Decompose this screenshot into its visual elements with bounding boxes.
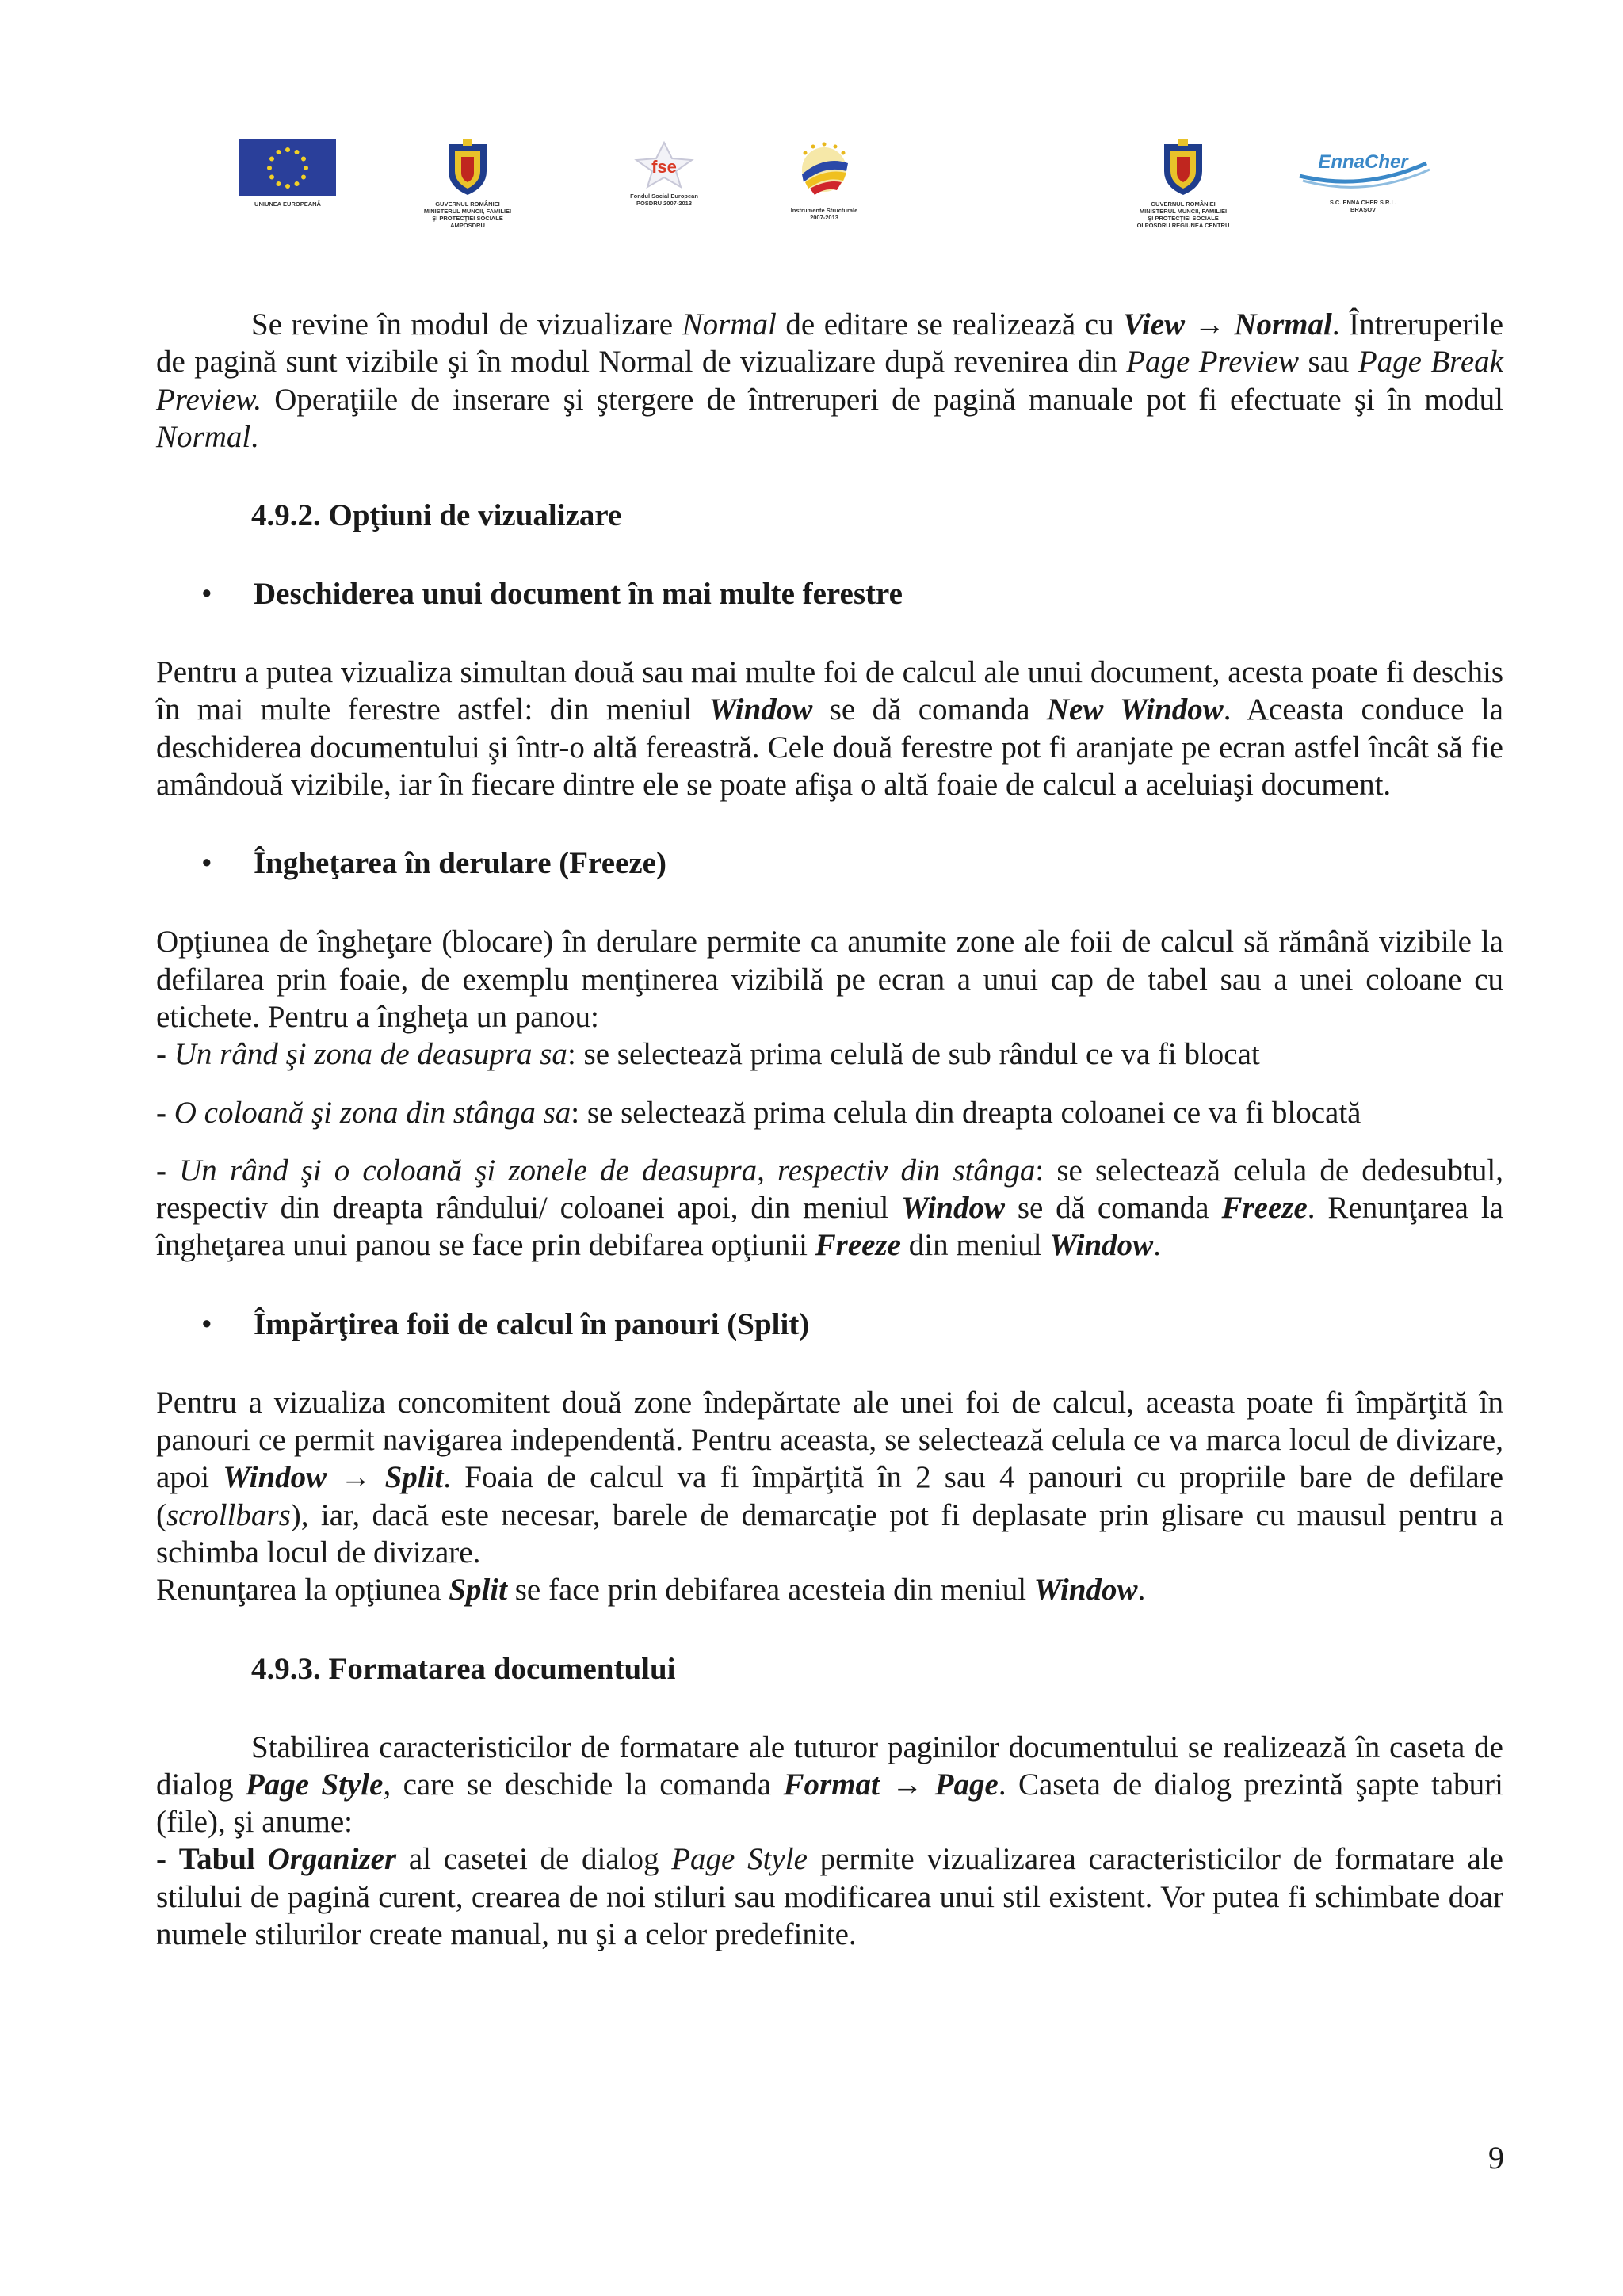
bullet-icon: • <box>201 577 212 612</box>
text-italic: Normal <box>682 307 777 341</box>
text: Se revine în modul de vizualizare <box>251 307 682 341</box>
text: . Întreruperile de pagină sunt vizibile şi în modul Normal de vizualizare după revenirea din <box>156 307 1504 379</box>
text-italic: scrollbars <box>166 1497 291 1532</box>
government-caption-left: GUVERNUL ROMÂNIEI MINISTERUL MUNCII, FAMILIEI ŞI PROTECŢIEI SOCIALE AMPOSDRU <box>423 200 512 229</box>
text: sau <box>1299 345 1358 379</box>
text: din meniul <box>900 1228 1050 1263</box>
bullet-heading-freeze <box>156 845 1503 882</box>
text: , care se deschide la comanda <box>383 1767 784 1802</box>
menu-ref-split: Split <box>384 1460 444 1495</box>
text: se face prin debifarea acesteia din meniul <box>506 1573 1034 1608</box>
paragraph-freeze <box>156 923 1503 1073</box>
structural-instruments-logo <box>769 139 880 221</box>
section-heading-4-9-2: 4.9.2. Opţiuni de vizualizare <box>251 498 622 533</box>
bullet-heading-new-window <box>156 575 1503 612</box>
dash: - <box>156 1842 179 1877</box>
dash: - <box>156 1095 174 1130</box>
paragraph-freeze-column <box>156 1094 1503 1131</box>
paragraph-new-window <box>156 654 1503 803</box>
structural-instruments-caption: Instrumente Structurale 2007-2013 <box>790 207 858 221</box>
paragraph-page-style <box>156 1729 1503 1841</box>
bullet-text: Îngheţarea în derulare (Freeze) <box>254 846 666 881</box>
text: : se selectează prima celulă de sub rândul ce va fi blocat <box>567 1037 1260 1072</box>
text: Stabilirea caracteristicilor de formatare ale tuturor paginilor documentului se realizează în caseta de dialog <box>156 1730 1503 1802</box>
menu-ref-view: View <box>1123 307 1186 341</box>
dash: - <box>156 1037 174 1072</box>
text: se dă comanda <box>1004 1191 1222 1226</box>
menu-ref-organizer: Organizer <box>267 1842 397 1877</box>
eu-caption: UNIUNEA EUROPEANĂ <box>254 200 321 208</box>
fse-caption: Fondul Social European POSDRU 2007-2013 <box>630 193 698 207</box>
paragraph-normal-view <box>156 306 1503 456</box>
paragraph-organizer-tab <box>156 1840 1503 1953</box>
menu-ref-window: Window <box>708 692 813 727</box>
bullet-text: Deschiderea unui document în mai multe ferestre <box>254 577 903 612</box>
government-logo-right <box>1108 139 1258 229</box>
svg-text:fse: fse <box>651 157 677 177</box>
document-body <box>156 306 1503 1953</box>
ennacher-caption: S.C. ENNA CHER S.R.L. BRAŞOV <box>1329 199 1397 213</box>
text: : se selectează celula de dedesubtul, respectiv din dreapta rândului/ coloanei apoi, din meniul <box>156 1153 1503 1226</box>
text-italic: Page Break Preview. <box>156 345 1503 417</box>
ennacher-logo <box>1292 139 1434 213</box>
coat-of-arms-icon <box>442 139 493 196</box>
paragraph-split-cancel <box>156 1571 1503 1608</box>
dash: - <box>156 1153 180 1188</box>
text-arrow: → <box>1185 307 1235 341</box>
logo-strip <box>0 139 1623 258</box>
coat-of-arms-icon <box>1158 139 1209 196</box>
menu-ref-freeze: Freeze <box>815 1228 901 1263</box>
menu-ref-format: Format <box>783 1767 880 1802</box>
text: . <box>1153 1228 1161 1263</box>
text-italic: Page Style <box>671 1842 808 1877</box>
page-number: 9 <box>1488 2140 1504 2176</box>
menu-ref-window: Window <box>1033 1573 1138 1608</box>
text: . <box>250 419 258 454</box>
ennacher-name: EnnaCher <box>1318 151 1408 173</box>
text: . Foaia de calcul va fi împărţită în 2 sau 4 panouri cu propriile bare de defilare ( <box>156 1460 1504 1532</box>
text-italic: Un rând şi zona de deasupra sa <box>174 1037 567 1072</box>
bullet-icon: • <box>201 846 212 881</box>
text-italic: Normal <box>156 419 251 454</box>
text-italic: O coloană şi zona din stânga sa <box>174 1095 571 1130</box>
text-bold: Tabul <box>178 1842 268 1877</box>
text-arrow: → <box>327 1460 385 1495</box>
text: . Renunţarea la îngheţarea unui panou se face prin debifarea opţiunii <box>156 1191 1503 1263</box>
text: Pentru a vizualiza concomitent două zone îndepărtate ale unei foi de calcul, aceasta poate fi împărţită în panouri ce permit navigarea independentă. Pentru aceasta, se selectează celula ce va marca locul de divizare, apoi <box>156 1385 1503 1495</box>
menu-ref-page-style: Page Style <box>245 1767 384 1802</box>
text: Operaţiile de inserare şi ştergere de întreruperi de pagină manuale pot fi efectuate şi în modul <box>262 382 1503 417</box>
section-heading-4-9-3: 4.9.3. Formatarea documentului <box>251 1651 676 1686</box>
text: ), iar, dacă este necesar, barele de demarcaţie pot fi deplasate prin glisare cu mausul pentru a schimba locul de divizare. <box>156 1497 1503 1569</box>
government-caption-right: GUVERNUL ROMÂNIEI MINISTERUL MUNCII, FAMILIEI ŞI PROTECŢIEI SOCIALE OI POSDRU REGIUNEA CENTRU <box>1136 200 1230 229</box>
text: de editare se realizează cu <box>776 307 1124 341</box>
menu-ref-window: Window <box>901 1191 1005 1226</box>
text: . <box>1137 1573 1146 1608</box>
eu-flag-icon <box>239 139 336 196</box>
text: Pentru a putea vizualiza simultan două sau mai multe foi de calcul ale unui document, acesta poate fi deschis în mai multe ferestre astfel: din meniul <box>156 655 1503 727</box>
fse-star-icon <box>628 139 700 189</box>
government-logo-left <box>396 139 539 229</box>
menu-ref-new-window: New Window <box>1046 692 1224 727</box>
eu-logo <box>236 139 339 208</box>
fse-logo <box>601 139 727 207</box>
structural-instruments-icon <box>785 139 864 203</box>
text-italic: Un rând şi o coloană şi zonele de deasupra, respectiv din stânga <box>179 1153 1036 1188</box>
text: Renunţarea la opţiunea <box>156 1573 449 1608</box>
ennacher-swoosh-icon <box>1293 139 1433 195</box>
text-arrow: → <box>879 1767 935 1802</box>
paragraph-split <box>156 1384 1503 1571</box>
menu-ref-freeze: Freeze <box>1221 1191 1308 1226</box>
menu-ref-window: Window <box>223 1460 327 1495</box>
bullet-icon: • <box>201 1306 212 1341</box>
menu-ref-normal: Normal <box>1234 307 1332 341</box>
menu-ref-window: Window <box>1049 1228 1154 1263</box>
bullet-heading-split <box>156 1306 1503 1343</box>
text: : se selectează prima celula din dreapta coloanei ce va fi blocată <box>571 1095 1361 1130</box>
text-italic: Page Preview <box>1126 345 1300 379</box>
paragraph-freeze-row-column <box>156 1152 1503 1264</box>
text: al casetei de dialog <box>396 1842 672 1877</box>
text: permite vizualizarea caracteristicilor de formatare ale stilului de pagină curent, crearea de noi stiluri sau modificarea unui stil existent. Vor putea fi schimbate doar numele stilurilor create manual, nu şi a celor predefinite. <box>156 1842 1503 1952</box>
text: se dă comanda <box>812 692 1047 727</box>
text: . Caseta de dialog prezintă şapte taburi (file), şi anume: <box>156 1767 1504 1840</box>
menu-ref-page: Page <box>934 1767 999 1802</box>
text: . Aceasta conduce la deschiderea documentului şi într-o altă fereastră. Cele două ferestre pot fi aranjate pe ecran astfel încât să fie amândouă vizibile, iar în fiecare dintre ele se poate afişa o altă foaie de calcul a aceluiaşi document. <box>156 692 1503 803</box>
bullet-text: Împărţirea foii de calcul în panouri (Split) <box>254 1306 810 1341</box>
menu-ref-split: Split <box>449 1573 507 1608</box>
text: Opţiunea de îngheţare (blocare) în derulare permite ca anumite zone ale foii de calcul să rămână vizibile la defilarea prin foaie, de exemplu menţinerea vizibilă pe ecran a unui cap de tabel sau a unei coloane cu etichete. Pentru a îngheţa un panou: <box>156 925 1503 1034</box>
